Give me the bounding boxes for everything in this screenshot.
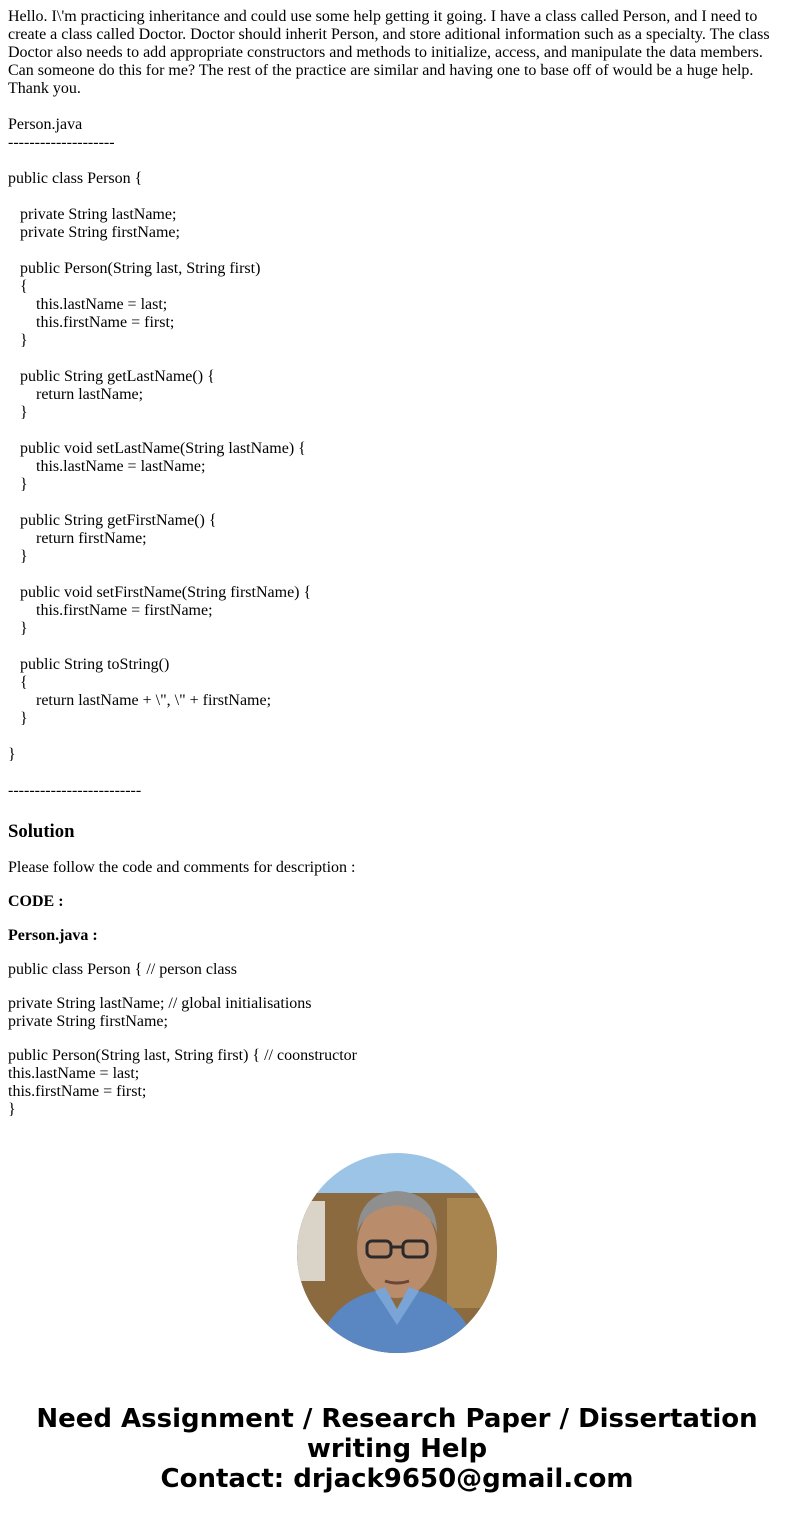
question-intro-line: Thank you. [8, 80, 81, 97]
question-code-line [8, 242, 783, 260]
question-code-line: public void setFirstName(String firstName) { [8, 584, 312, 601]
question-code-line: this.lastName = last; [8, 296, 168, 313]
document-body [8, 8, 783, 1119]
question-intro-line: Can someone do this for me? The rest of the practice are similar and having one to base off of would be a huge help. [8, 62, 754, 79]
file-label: Person.java : [8, 927, 98, 944]
avatar-photo-icon [297, 1153, 497, 1353]
question-code-line: private String lastName; [8, 206, 177, 223]
spacer [8, 843, 783, 859]
question-code-line: } [8, 332, 28, 349]
question-code-line: } [8, 476, 28, 493]
blank-line [8, 98, 783, 116]
question-code-line: this.firstName = first; [8, 314, 175, 331]
question-code-line: this.firstName = firstName; [8, 602, 213, 619]
question-intro-line: Doctor also needs to add appropriate constructors and methods to initialize, access, and manipulate the data members. [8, 44, 763, 61]
question-code-line: { [8, 278, 28, 295]
question-code-line: return lastName + \", \" + firstName; [8, 692, 272, 709]
footer-banner [0, 1404, 794, 1494]
question-code-line: public Person(String last, String first) [8, 260, 261, 277]
code-label: CODE : [8, 893, 64, 910]
question-code-line [8, 728, 783, 746]
spacer [8, 877, 783, 893]
footer-line-1: Need Assignment / Research Paper / Dissertation [36, 1404, 758, 1434]
question-file-name: Person.java [8, 116, 83, 133]
question-code-line [8, 566, 783, 584]
question-code-line [8, 188, 783, 206]
blank-line [8, 152, 783, 170]
question-code-line: public String getLastName() { [8, 368, 215, 385]
question-code-line [8, 422, 783, 440]
question-code-line [8, 494, 783, 512]
spacer [8, 1031, 783, 1047]
spacer [8, 911, 783, 927]
question-code-line: public String toString() [8, 656, 170, 673]
question-code-line: } [8, 548, 28, 565]
avatar-wall-panel-right [447, 1198, 497, 1308]
solution-description: Please follow the code and comments for description : [8, 859, 356, 876]
solution-constructor-line: } [8, 1101, 16, 1118]
question-code-line [8, 350, 783, 368]
blank-line [8, 764, 783, 782]
separator-top: -------------------- [8, 134, 115, 151]
question-code-line: private String firstName; [8, 224, 180, 241]
solution-constructor [8, 1047, 783, 1119]
separator-bottom: ------------------------- [8, 782, 142, 799]
question-intro-line: Hello. I\'m practicing inheritance and could use some help getting it going. I have a class called Person, and I need to [8, 8, 758, 25]
spacer [8, 945, 783, 961]
question-code-block [8, 170, 783, 764]
solution-field-line: private String firstName; [8, 1013, 168, 1030]
footer-contact: Contact: drjack9650@gmail.com [160, 1464, 634, 1494]
footer-line-2: writing Help [306, 1434, 488, 1464]
solution-constructor-line: this.firstName = first; [8, 1083, 147, 1100]
solution-field-line: private String lastName; // global initialisations [8, 995, 312, 1012]
solution-constructor-line: public Person(String last, String first) { // coonstructor [8, 1047, 357, 1064]
spacer [8, 979, 783, 995]
question-code-line: } [8, 404, 28, 421]
question-text [8, 8, 783, 800]
solution-class-line: public class Person { // person class [8, 961, 237, 978]
question-code-line: return lastName; [8, 386, 144, 403]
avatar [297, 1153, 497, 1353]
question-code-line: return firstName; [8, 530, 147, 547]
solution-constructor-line: this.lastName = last; [8, 1065, 140, 1082]
question-code-line: public void setLastName(String lastName) { [8, 440, 306, 457]
solution-fields [8, 995, 783, 1031]
spacer [8, 800, 783, 821]
question-intro-line: create a class called Doctor. Doctor should inherit Person, and store aditional information such as a specialty. The class [8, 26, 770, 43]
question-code-line: public class Person { [8, 170, 143, 187]
solution-heading: Solution [8, 821, 75, 842]
question-code-line [8, 638, 783, 656]
question-code-line: { [8, 674, 28, 691]
avatar-wall-panel-left [297, 1201, 325, 1281]
question-code-line: } [8, 620, 28, 637]
question-code-line: public String getFirstName() { [8, 512, 217, 529]
question-code-line: this.lastName = lastName; [8, 458, 206, 475]
question-code-line: } [8, 710, 28, 727]
question-code-line: } [8, 746, 16, 763]
